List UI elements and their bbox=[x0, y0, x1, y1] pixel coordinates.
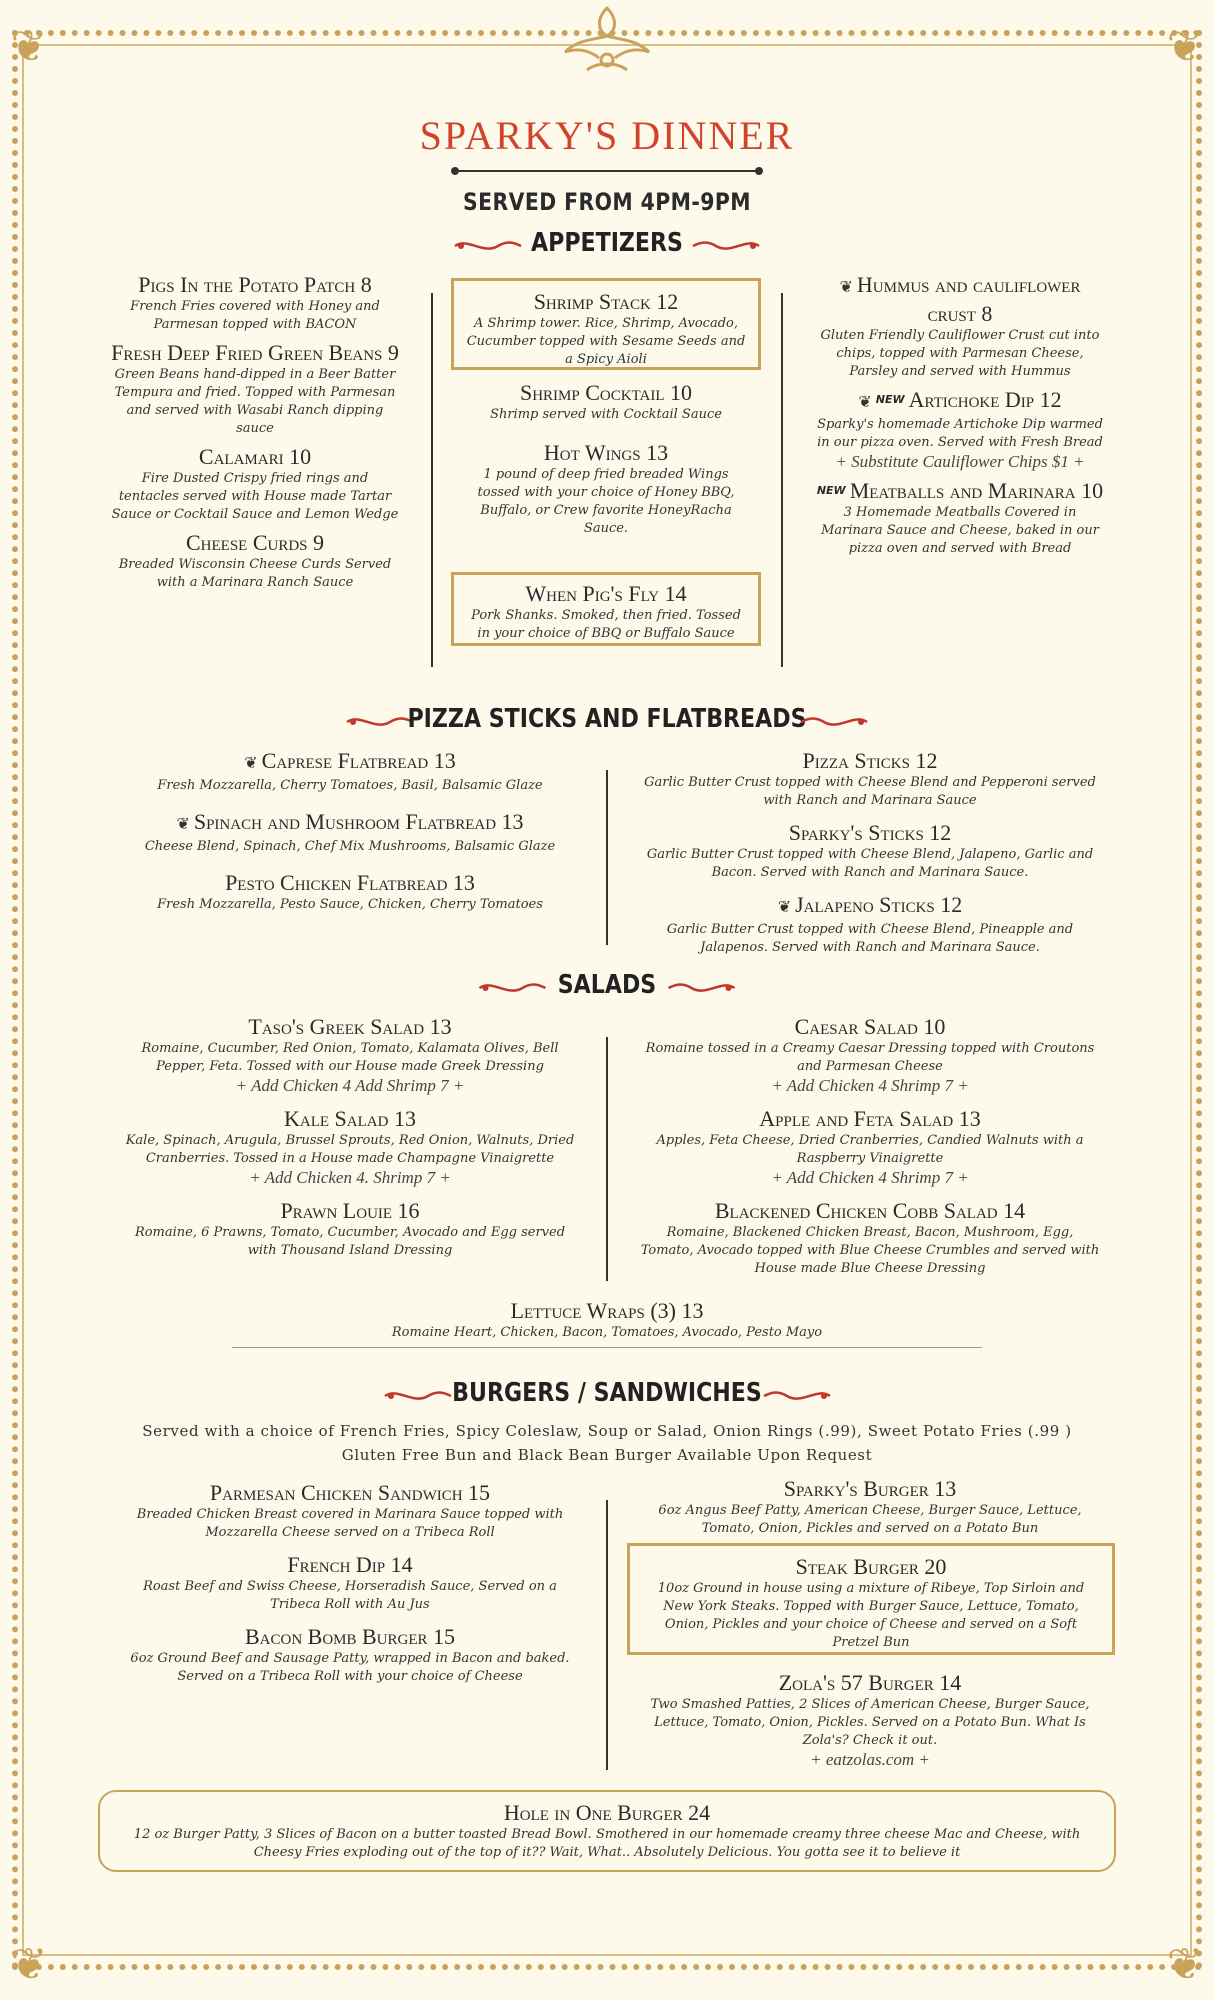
scroll-flourish-icon bbox=[794, 711, 874, 733]
featured-item-box bbox=[627, 1543, 1115, 1655]
new-badge: NEW bbox=[875, 393, 905, 406]
item-name: Cheese Curds 9 bbox=[185, 530, 325, 555]
item-name: Hot Wings 13 bbox=[543, 440, 669, 465]
item-name-text: Caprese Flatbread 13 bbox=[261, 748, 456, 773]
item-description: Garlic Butter Crust topped with Cheese Blend and Pepperoni served with Ranch and Marinara Sauce bbox=[644, 775, 1096, 808]
item-description: Roast Beef and Swiss Cheese, Horseradish Sauce, Served on a Tribeca Roll with Au Jus bbox=[143, 1579, 557, 1612]
item-addon: + Substitute Cauliflower Chips $1 + bbox=[835, 452, 1085, 471]
item-name-text: Hummus and cauliflower crust 8 bbox=[856, 272, 1081, 326]
item-name: Zola's 57 Burger 14 bbox=[778, 1670, 962, 1695]
menu-item bbox=[640, 1014, 1100, 1096]
menu-item bbox=[815, 387, 1105, 472]
item-name: Fresh Deep Fried Green Beans 9 bbox=[111, 340, 399, 365]
leaf-icon: ❦ bbox=[858, 394, 872, 411]
item-description: 12 oz Burger Patty, 3 Slices of Bacon on a butter toasted Bread Bowl. Smothered in our homemade creamy three cheese Mac and Cheese, with Cheesy Fries exploding out of the top of it?? Wait, What.. Absolutely Delicious. You gotta see it to believe it bbox=[133, 1827, 1081, 1860]
menu-item bbox=[110, 272, 400, 334]
item-description: Gluten Friendly Cauliflower Crust cut into chips, topped with Parmesan Cheese, Parsley and served with Hummus bbox=[820, 328, 1100, 379]
column-divider bbox=[431, 293, 433, 667]
menu-item bbox=[640, 748, 1100, 810]
menu-item bbox=[120, 1198, 580, 1260]
scroll-flourish-icon bbox=[664, 977, 739, 999]
appetizers-heading: APPETIZERS bbox=[531, 228, 683, 258]
item-description: Romaine Heart, Chicken, Bacon, Tomatoes, Avocado, Pesto Mayo bbox=[391, 1325, 823, 1340]
item-name: Bacon Bomb Burger 15 bbox=[244, 1624, 456, 1649]
item-description: Fresh Mozzarella, Cherry Tomatoes, Basil, Balsamic Glaze bbox=[157, 778, 543, 793]
item-addon: + Add Chicken 4 Shrimp 7 + bbox=[771, 1076, 969, 1095]
item-description: Breaded Chicken Breast covered in Marinara Sauce topped with Mozzarella Cheese served on a Tribeca Roll bbox=[136, 1507, 564, 1540]
column-divider bbox=[606, 1500, 608, 1770]
menu-item bbox=[120, 1624, 580, 1686]
item-description: 10oz Ground in house using a mixture of Ribeye, Top Sirloin and New York Steaks. Topped with Burger Sauce, Lettuce, Tomato, Onion, Pickles and your choice of Cheese and served on a Soft Pretzel Bun bbox=[657, 1581, 1085, 1650]
item-name: Taso's Greek Salad 13 bbox=[248, 1014, 452, 1039]
column-divider bbox=[781, 293, 783, 667]
item-name: Pesto Chicken Flatbread 13 bbox=[225, 870, 475, 895]
item-name: Lettuce Wraps (3) 13 bbox=[510, 1298, 704, 1323]
sides-note: Served with a choice of French Fries, Spicy Coleslaw, Soup or Salad, Onion Rings (.99), Sweet Potato Fries (.99 ) bbox=[142, 1422, 1072, 1440]
menu-item bbox=[120, 1552, 580, 1614]
leaf-icon: ❦ bbox=[176, 816, 190, 833]
item-name: French Dip 14 bbox=[287, 1552, 413, 1577]
corner-ornament-icon: ❦ bbox=[1166, 21, 1204, 72]
menu-item bbox=[120, 809, 580, 856]
item-name: Parmesan Chicken Sandwich 15 bbox=[209, 1480, 491, 1505]
item-description: Romaine, Blackened Chicken Breast, Bacon, Mushroom, Egg, Tomato, Avocado topped with Blue Cheese Crumbles and served with House made Blue Cheese Dressing bbox=[640, 1225, 1100, 1276]
burgers-left-column bbox=[120, 1480, 580, 1686]
menu-item bbox=[640, 820, 1100, 882]
menu-item bbox=[120, 1480, 580, 1542]
pizza-right-column bbox=[640, 748, 1100, 957]
item-description: Shrimp served with Cocktail Sauce bbox=[490, 407, 722, 422]
salads-left-column bbox=[120, 1014, 580, 1260]
corner-ornament-icon: ❦ bbox=[10, 21, 48, 72]
item-name-text: Jalapeno Sticks 12 bbox=[795, 892, 963, 917]
column-divider bbox=[606, 1037, 608, 1281]
item-description: Kale, Spinach, Arugula, Brussel Sprouts, Red Onion, Walnuts, Dried Cranberries. Tossed in a House made Champagne Vinaigrette bbox=[125, 1133, 575, 1166]
menu-item bbox=[451, 380, 761, 424]
item-name: Pigs In the Potato Patch 8 bbox=[138, 272, 372, 297]
item-name: Caesar Salad 10 bbox=[794, 1014, 946, 1039]
item-name bbox=[120, 809, 580, 838]
item-description: Breaded Wisconsin Cheese Curds Served with a Marinara Ranch Sauce bbox=[118, 557, 392, 590]
item-name: Sparky's Burger 13 bbox=[783, 1476, 957, 1501]
item-name: Pizza Sticks 12 bbox=[802, 748, 938, 773]
item-name: Shrimp Cocktail 10 bbox=[519, 380, 693, 405]
item-name: Calamari 10 bbox=[198, 444, 312, 469]
menu-item bbox=[640, 892, 1100, 957]
item-description: Garlic Butter Crust topped with Cheese Blend, Pineapple and Jalapenos. Served with Ranch and Marinara Sauce. bbox=[666, 922, 1074, 955]
pizza-heading: PIZZA STICKS AND FLATBREADS bbox=[407, 704, 807, 734]
crest-ornament-icon bbox=[557, 0, 657, 80]
leaf-icon: ❦ bbox=[777, 899, 792, 916]
item-description: Fresh Mozzarella, Pesto Sauce, Chicken, Cherry Tomatoes bbox=[157, 897, 543, 912]
item-description: Sparky's homemade Artichoke Dip warmed in our pizza oven. Served with Fresh Bread bbox=[817, 417, 1103, 450]
menu-item bbox=[815, 272, 1105, 381]
item-name: Steak Burger 20 bbox=[795, 1554, 947, 1579]
column-divider bbox=[606, 770, 608, 945]
corner-ornament-icon: ❦ bbox=[1166, 1939, 1204, 1990]
item-addon: + Add Chicken 4. Shrimp 7 + bbox=[249, 1168, 451, 1187]
menu-item bbox=[300, 1298, 914, 1342]
item-name: Apple and Feta Salad 13 bbox=[759, 1106, 981, 1131]
menu-item bbox=[110, 340, 400, 438]
menu-item bbox=[110, 444, 400, 524]
menu-title: SPARKY'S DINNER bbox=[419, 113, 795, 158]
item-name: Kale Salad 13 bbox=[284, 1106, 416, 1131]
item-description: Two Smashed Patties, 2 Slices of American Cheese, Burger Sauce, Lettuce, Tomato, Onion, Pickles. Served on a Potato Bun. What Is Zola's? Check it out. bbox=[650, 1697, 1090, 1748]
burgers-heading: BURGERS / SANDWICHES bbox=[452, 1378, 762, 1408]
menu-item bbox=[120, 748, 580, 795]
featured-item-box bbox=[451, 278, 761, 370]
leaf-icon: ❦ bbox=[839, 279, 853, 296]
menu-item bbox=[110, 530, 400, 592]
featured-item-box bbox=[451, 572, 761, 646]
item-name bbox=[640, 892, 1100, 921]
salads-heading: SALADS bbox=[557, 970, 657, 1000]
menu-item bbox=[120, 1014, 580, 1096]
item-name: Sparky's Sticks 12 bbox=[788, 820, 952, 845]
item-name-text: Spinach and Mushroom Flatbread 13 bbox=[193, 809, 524, 834]
corner-ornament-icon: ❦ bbox=[10, 1939, 48, 1990]
menu-item bbox=[640, 1670, 1100, 1770]
item-name: Blackened Chicken Cobb Salad 14 bbox=[714, 1198, 1026, 1223]
scroll-flourish-icon bbox=[757, 1385, 837, 1407]
item-description: French Fries covered with Honey and Parmesan topped with BACON bbox=[130, 299, 380, 332]
menu-item bbox=[120, 870, 580, 914]
item-description: Romaine tossed in a Creamy Caesar Dressing topped with Croutons and Parmesan Cheese bbox=[645, 1041, 1095, 1074]
leaf-icon: ❦ bbox=[244, 755, 258, 772]
service-hours: SERVED FROM 4PM-9PM bbox=[463, 188, 751, 216]
item-name bbox=[815, 387, 1105, 416]
item-name-text: Meatballs and Marinara 10 bbox=[849, 478, 1104, 503]
item-description: Apples, Feta Cheese, Dried Cranberries, Candied Walnuts with a Raspberry Vinaigrette bbox=[656, 1133, 1084, 1166]
item-name bbox=[120, 748, 580, 777]
section-divider bbox=[232, 1347, 982, 1348]
item-description: Green Beans hand-dipped in a Beer Batter Tempura and fried. Topped with Parmesan and served with Wasabi Ranch dipping sauce bbox=[114, 367, 396, 436]
item-name: Shrimp Stack 12 bbox=[533, 289, 679, 314]
item-description: 6oz Ground Beef and Sausage Patty, wrapped in Bacon and baked. Served on a Tribeca Roll with your choice of Cheese bbox=[130, 1651, 570, 1684]
menu-item bbox=[815, 478, 1105, 558]
menu-item bbox=[640, 1106, 1100, 1188]
item-description: 6oz Angus Beef Patty, American Cheese, Burger Sauce, Lettuce, Tomato, Onion, Pickles and served on a Potato Bun bbox=[658, 1503, 1082, 1536]
item-description: Fire Dusted Crispy fried rings and tentacles served with House made Tartar Sauce or Cocktail Sauce and Lemon Wedge bbox=[111, 471, 399, 522]
item-description: Garlic Butter Crust topped with Cheese Blend, Jalapeno, Garlic and Bacon. Served with Ranch and Marinara Sauce. bbox=[646, 847, 1094, 880]
item-description: 3 Homemade Meatballs Covered in Marinara Sauce and Cheese, baked in our pizza oven and served with Bread bbox=[821, 505, 1099, 556]
item-description: 1 pound of deep fried breaded Wings tossed with your choice of Honey BBQ, Buffalo, or Crew favorite HoneyRacha Sauce. bbox=[477, 467, 735, 536]
item-name bbox=[815, 478, 1105, 504]
salads-right-column bbox=[640, 1014, 1100, 1278]
appetizers-left-column bbox=[110, 272, 400, 592]
item-description: A Shrimp tower. Rice, Shrimp, Avocado, Cucumber topped with Sesame Seeds and a Spicy Aioli bbox=[466, 316, 746, 367]
item-description: Cheese Blend, Spinach, Chef Mix Mushrooms, Balsamic Glaze bbox=[144, 839, 556, 854]
item-description: Romaine, 6 Prawns, Tomato, Cucumber, Avocado and Egg served with Thousand Island Dressing bbox=[134, 1225, 566, 1258]
item-description: Pork Shanks. Smoked, then fried. Tossed in your choice of BBQ or Buffalo Sauce bbox=[471, 608, 741, 641]
scroll-flourish-icon bbox=[691, 235, 761, 257]
menu-item bbox=[461, 440, 751, 538]
pizza-left-column bbox=[120, 748, 580, 914]
item-description: Romaine, Cucumber, Red Onion, Tomato, Kalamata Olives, Bell Pepper, Feta. Tossed with our House made Greek Dressing bbox=[141, 1041, 559, 1074]
item-addon: + Add Chicken 4 Add Shrimp 7 + bbox=[235, 1076, 465, 1095]
appetizers-right-column bbox=[815, 272, 1105, 558]
feature-burger-box bbox=[98, 1790, 1116, 1872]
menu-item bbox=[120, 1106, 580, 1188]
title-divider bbox=[455, 170, 759, 172]
gluten-free-note: Gluten Free Bun and Black Bean Burger Available Upon Request bbox=[341, 1446, 873, 1464]
item-name: Hole in One Burger 24 bbox=[503, 1800, 711, 1825]
item-addon: + Add Chicken 4 Shrimp 7 + bbox=[771, 1168, 969, 1187]
item-name bbox=[815, 272, 1105, 327]
item-name: Prawn Louie 16 bbox=[280, 1198, 420, 1223]
item-name-text: Artichoke Dip 12 bbox=[908, 387, 1062, 412]
menu-item bbox=[640, 1476, 1100, 1538]
menu-item bbox=[640, 1198, 1100, 1278]
item-name: When Pig's Fly 14 bbox=[525, 581, 687, 606]
item-addon: + eatzolas.com + bbox=[810, 1750, 930, 1769]
new-badge: NEW bbox=[816, 484, 846, 497]
